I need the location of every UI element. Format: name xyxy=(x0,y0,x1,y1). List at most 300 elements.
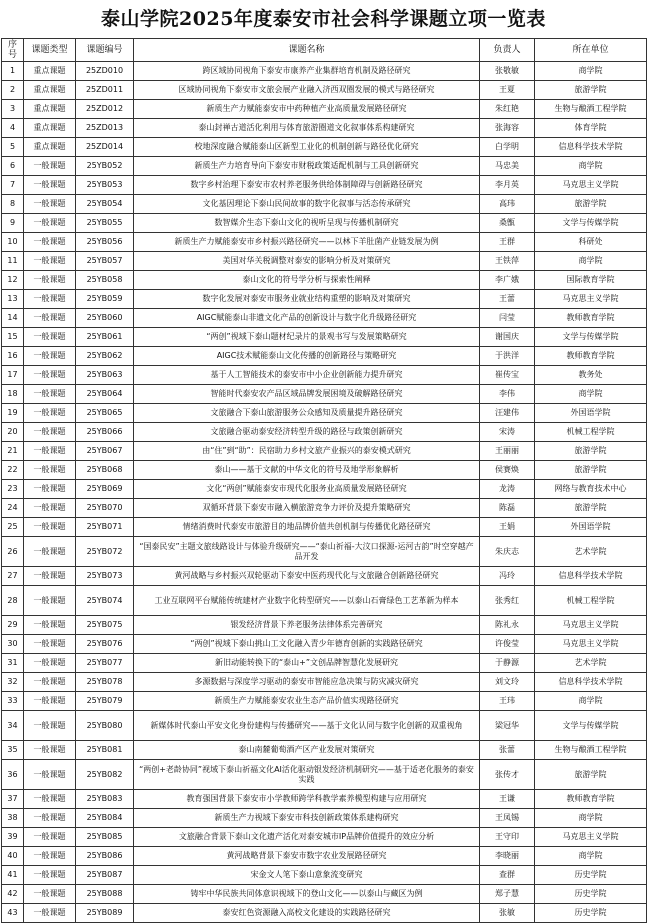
table-row xyxy=(2,423,647,442)
cell-code: 25YB056 xyxy=(76,233,134,252)
cell-code: 25YB077 xyxy=(76,654,134,673)
cell-code: 25YB082 xyxy=(76,760,134,790)
cell-unit: 商学院 xyxy=(535,809,647,828)
cell-index: 36 xyxy=(2,760,24,790)
table-row xyxy=(2,537,647,567)
cell-type: 一般课题 xyxy=(24,480,76,499)
cell-index: 32 xyxy=(2,673,24,692)
table-row xyxy=(2,404,647,423)
cell-unit: 机械工程学院 xyxy=(535,586,647,616)
table-row xyxy=(2,904,647,923)
cell-project-name: 新质生产力培育导向下泰安市财税政策适配机制与工具创新研究 xyxy=(134,157,480,176)
cell-project-name: 基于人工智能技术的泰安市中小企业创新能力提升研究 xyxy=(134,366,480,385)
cell-leader: 谢国庆 xyxy=(480,328,535,347)
cell-index: 11 xyxy=(2,252,24,271)
cell-project-name: 区域协同视角下泰安市文旅会展产业融入济西双圈发展的模式与路径研究 xyxy=(134,81,480,100)
cell-unit: 商学院 xyxy=(535,385,647,404)
table-row xyxy=(2,157,647,176)
table-row xyxy=(2,214,647,233)
cell-code: 25YB063 xyxy=(76,366,134,385)
cell-type: 一般课题 xyxy=(24,760,76,790)
table-row xyxy=(2,790,647,809)
table-row xyxy=(2,366,647,385)
cell-unit: 旅游学院 xyxy=(535,760,647,790)
cell-type: 一般课题 xyxy=(24,423,76,442)
cell-project-name: 新质生产力赋能泰安农业生态产品价值实现路径研究 xyxy=(134,692,480,711)
cell-unit: 历史学院 xyxy=(535,866,647,885)
table-row xyxy=(2,518,647,537)
cell-leader: 于静源 xyxy=(480,654,535,673)
cell-project-name: 双循环背景下泰安市融入横旅游竞争力评价及提升策略研究 xyxy=(134,499,480,518)
table-row xyxy=(2,480,647,499)
cell-type: 一般课题 xyxy=(24,328,76,347)
cell-unit: 信息科学技术学院 xyxy=(535,567,647,586)
cell-code: 25YB054 xyxy=(76,195,134,214)
cell-project-name: 新旧动能转换下的“泰山+”文创品牌智慧化发展研究 xyxy=(134,654,480,673)
cell-index: 17 xyxy=(2,366,24,385)
cell-unit: 旅游学院 xyxy=(535,442,647,461)
cell-project-name: 铸牢中华民族共同体意识视域下的登山文化——以泰山与藏区为例 xyxy=(134,885,480,904)
cell-type: 一般课题 xyxy=(24,711,76,741)
cell-code: 25YB071 xyxy=(76,518,134,537)
cell-leader: 王铁萍 xyxy=(480,252,535,271)
cell-project-name: 黄河战略与乡村振兴双轮驱动下泰安中医药现代化与文旅融合创新路径研究 xyxy=(134,567,480,586)
cell-type: 一般课题 xyxy=(24,404,76,423)
cell-index: 16 xyxy=(2,347,24,366)
cell-project-name: 数字化发展对泰安市服务业就业结构重塑的影响及对策研究 xyxy=(134,290,480,309)
cell-project-name: 新质生产力赋能泰安市乡村振兴路径研究——以林下羊肚菌产业链发展为例 xyxy=(134,233,480,252)
cell-project-name: 情绪消费时代泰安市旅游目的地品牌价值共创机制与传播优化路径研究 xyxy=(134,518,480,537)
cell-unit: 马克思主义学院 xyxy=(535,616,647,635)
header-unit: 所在单位 xyxy=(535,39,647,62)
cell-type: 一般课题 xyxy=(24,635,76,654)
cell-type: 一般课题 xyxy=(24,537,76,567)
cell-leader: 刘文玲 xyxy=(480,673,535,692)
table-row xyxy=(2,847,647,866)
cell-code: 25YB086 xyxy=(76,847,134,866)
cell-type: 一般课题 xyxy=(24,195,76,214)
cell-type: 一般课题 xyxy=(24,586,76,616)
cell-unit: 网络与教育技术中心 xyxy=(535,480,647,499)
cell-code: 25YB080 xyxy=(76,711,134,741)
table-row xyxy=(2,866,647,885)
table-row xyxy=(2,741,647,760)
cell-unit: 艺术学院 xyxy=(535,654,647,673)
cell-unit: 外国语学院 xyxy=(535,518,647,537)
cell-type: 一般课题 xyxy=(24,616,76,635)
cell-code: 25YB052 xyxy=(76,157,134,176)
cell-project-name: 泰山文化的符号学分析与探索性阐释 xyxy=(134,271,480,290)
cell-index: 30 xyxy=(2,635,24,654)
table-body xyxy=(2,62,647,923)
cell-unit: 商学院 xyxy=(535,157,647,176)
table-row xyxy=(2,328,647,347)
cell-project-name: 泰山——基于文献的中华文化的符号及地学形象解析 xyxy=(134,461,480,480)
table-row xyxy=(2,252,647,271)
cell-index: 1 xyxy=(2,62,24,81)
cell-code: 25YB061 xyxy=(76,328,134,347)
cell-type: 一般课题 xyxy=(24,176,76,195)
project-table xyxy=(1,38,647,923)
cell-project-name: 工业互联网平台赋能传统建材产业数字化转型研究——以泰山石膏绿色工艺革新为样本 xyxy=(134,586,480,616)
cell-code: 25YB087 xyxy=(76,866,134,885)
table-row xyxy=(2,100,647,119)
cell-unit: 教师教育学院 xyxy=(535,309,647,328)
cell-code: 25YB067 xyxy=(76,442,134,461)
header-leader: 负责人 xyxy=(480,39,535,62)
table-row xyxy=(2,692,647,711)
cell-type: 一般课题 xyxy=(24,790,76,809)
cell-type: 一般课题 xyxy=(24,866,76,885)
cell-index: 42 xyxy=(2,885,24,904)
cell-type: 一般课题 xyxy=(24,885,76,904)
cell-leader: 王谦 xyxy=(480,790,535,809)
cell-code: 25ZD012 xyxy=(76,100,134,119)
header-project-name: 课题名称 xyxy=(134,39,480,62)
cell-index: 14 xyxy=(2,309,24,328)
cell-index: 24 xyxy=(2,499,24,518)
cell-type: 一般课题 xyxy=(24,809,76,828)
cell-unit: 马克思主义学院 xyxy=(535,635,647,654)
cell-type: 一般课题 xyxy=(24,442,76,461)
cell-type: 一般课题 xyxy=(24,741,76,760)
cell-index: 43 xyxy=(2,904,24,923)
cell-type: 一般课题 xyxy=(24,271,76,290)
table-row xyxy=(2,616,647,635)
cell-index: 37 xyxy=(2,790,24,809)
cell-leader: 王守印 xyxy=(480,828,535,847)
cell-type: 一般课题 xyxy=(24,461,76,480)
cell-type: 一般课题 xyxy=(24,847,76,866)
cell-type: 一般课题 xyxy=(24,309,76,328)
cell-index: 15 xyxy=(2,328,24,347)
cell-code: 25YB064 xyxy=(76,385,134,404)
cell-leader: 郑子慧 xyxy=(480,885,535,904)
cell-leader: 李晓丽 xyxy=(480,847,535,866)
table-row xyxy=(2,499,647,518)
cell-index: 28 xyxy=(2,586,24,616)
header-index: 序号 xyxy=(2,39,24,62)
cell-type: 一般课题 xyxy=(24,567,76,586)
cell-leader: 张敬敏 xyxy=(480,62,535,81)
cell-index: 4 xyxy=(2,119,24,138)
cell-project-name: “两创+老龄协同”视域下泰山祈福文化AI活化驱动银发经济机制研究——基于适老化服务的泰安实践 xyxy=(134,760,480,790)
cell-type: 一般课题 xyxy=(24,518,76,537)
table-row xyxy=(2,290,647,309)
cell-type: 重点课题 xyxy=(24,62,76,81)
cell-code: 25YB058 xyxy=(76,271,134,290)
cell-leader: 王玮 xyxy=(480,692,535,711)
cell-code: 25YB084 xyxy=(76,809,134,828)
cell-code: 25ZD013 xyxy=(76,119,134,138)
cell-type: 一般课题 xyxy=(24,385,76,404)
cell-type: 一般课题 xyxy=(24,347,76,366)
cell-type: 一般课题 xyxy=(24,366,76,385)
cell-project-name: 跨区域协同视角下泰安市康养产业集群培育机制及路径研究 xyxy=(134,62,480,81)
cell-code: 25YB070 xyxy=(76,499,134,518)
cell-code: 25YB062 xyxy=(76,347,134,366)
cell-project-name: 数智媒介生态下泰山文化的视听呈现与传播机制研究 xyxy=(134,214,480,233)
cell-index: 29 xyxy=(2,616,24,635)
cell-type: 一般课题 xyxy=(24,904,76,923)
cell-index: 33 xyxy=(2,692,24,711)
header-code: 课题编号 xyxy=(76,39,134,62)
cell-project-name: AIGC赋能泰山非遗文化产品的创新设计与数字化升级路径研究 xyxy=(134,309,480,328)
cell-index: 7 xyxy=(2,176,24,195)
table-row xyxy=(2,119,647,138)
table-row xyxy=(2,347,647,366)
cell-code: 25YB083 xyxy=(76,790,134,809)
cell-unit: 教师教育学院 xyxy=(535,347,647,366)
cell-project-name: 宋金文人笔下泰山意象流变研究 xyxy=(134,866,480,885)
cell-type: 一般课题 xyxy=(24,233,76,252)
cell-index: 8 xyxy=(2,195,24,214)
cell-index: 26 xyxy=(2,537,24,567)
cell-leader: 张秀红 xyxy=(480,586,535,616)
cell-leader: 桑甑 xyxy=(480,214,535,233)
cell-code: 25YB075 xyxy=(76,616,134,635)
cell-code: 25YB074 xyxy=(76,586,134,616)
cell-leader: 张蕾 xyxy=(480,741,535,760)
cell-leader: 朱庆志 xyxy=(480,537,535,567)
cell-project-name: 智能时代泰安农产品区域品牌发展困境及破解路径研究 xyxy=(134,385,480,404)
cell-leader: 于洪洋 xyxy=(480,347,535,366)
cell-unit: 外国语学院 xyxy=(535,404,647,423)
cell-leader: 冯玲 xyxy=(480,567,535,586)
cell-leader: 王夏 xyxy=(480,81,535,100)
cell-project-name: 银发经济背景下养老服务法律体系完善研究 xyxy=(134,616,480,635)
cell-unit: 马克思主义学院 xyxy=(535,176,647,195)
cell-code: 25YB053 xyxy=(76,176,134,195)
cell-code: 25YB066 xyxy=(76,423,134,442)
table-row xyxy=(2,81,647,100)
cell-project-name: 黄河战略背景下泰安市数字农业发展路径研究 xyxy=(134,847,480,866)
table-row xyxy=(2,461,647,480)
cell-unit: 教师教育学院 xyxy=(535,790,647,809)
table-row xyxy=(2,309,647,328)
cell-project-name: 文旅融合下泰山旅游服务公众感知及质量提升路径研究 xyxy=(134,404,480,423)
cell-unit: 文学与传媒学院 xyxy=(535,214,647,233)
cell-leader: 汪建伟 xyxy=(480,404,535,423)
cell-type: 一般课题 xyxy=(24,252,76,271)
cell-leader: 闫莹 xyxy=(480,309,535,328)
cell-unit: 商学院 xyxy=(535,252,647,271)
table-row xyxy=(2,176,647,195)
cell-index: 27 xyxy=(2,567,24,586)
cell-type: 重点课题 xyxy=(24,100,76,119)
cell-unit: 科研处 xyxy=(535,233,647,252)
cell-leader: 高玮 xyxy=(480,195,535,214)
cell-leader: 查群 xyxy=(480,866,535,885)
cell-unit: 旅游学院 xyxy=(535,195,647,214)
cell-leader: 侯赛焕 xyxy=(480,461,535,480)
cell-unit: 国际教育学院 xyxy=(535,271,647,290)
cell-leader: 李广娥 xyxy=(480,271,535,290)
cell-unit: 历史学院 xyxy=(535,904,647,923)
table-row xyxy=(2,62,647,81)
table-row xyxy=(2,809,647,828)
cell-unit: 商学院 xyxy=(535,62,647,81)
cell-project-name: 泰安红色资源融入高校文化建设的实践路径研究 xyxy=(134,904,480,923)
cell-code: 25YB060 xyxy=(76,309,134,328)
cell-code: 25YB089 xyxy=(76,904,134,923)
table-row xyxy=(2,673,647,692)
cell-index: 2 xyxy=(2,81,24,100)
cell-index: 10 xyxy=(2,233,24,252)
table-row xyxy=(2,586,647,616)
cell-code: 25YB069 xyxy=(76,480,134,499)
cell-index: 9 xyxy=(2,214,24,233)
cell-leader: 崔传宝 xyxy=(480,366,535,385)
cell-leader: 王娟 xyxy=(480,518,535,537)
document-title: 泰山学院2025年度泰安市社会科学课题立项一览表 xyxy=(101,8,546,30)
cell-project-name: 新质生产力赋能泰安市中药种植产业高质量发展路径研究 xyxy=(134,100,480,119)
cell-type: 一般课题 xyxy=(24,290,76,309)
cell-project-name: 新质生产力视域下泰安市科技创新政策体系建构研究 xyxy=(134,809,480,828)
cell-code: 25YB081 xyxy=(76,741,134,760)
cell-type: 一般课题 xyxy=(24,673,76,692)
cell-unit: 体育学院 xyxy=(535,119,647,138)
table-row xyxy=(2,654,647,673)
cell-unit: 旅游学院 xyxy=(535,499,647,518)
table-row xyxy=(2,442,647,461)
cell-index: 21 xyxy=(2,442,24,461)
cell-code: 25YB068 xyxy=(76,461,134,480)
cell-project-name: 文化基因理论下泰山民间故事的数字化叙事与活态传承研究 xyxy=(134,195,480,214)
cell-leader: 许俊莹 xyxy=(480,635,535,654)
cell-leader: 王丽丽 xyxy=(480,442,535,461)
cell-index: 5 xyxy=(2,138,24,157)
cell-leader: 梁冠华 xyxy=(480,711,535,741)
cell-unit: 马克思主义学院 xyxy=(535,290,647,309)
table-row xyxy=(2,635,647,654)
cell-project-name: “两创”视域下泰山题材纪录片的景观书写与发展策略研究 xyxy=(134,328,480,347)
cell-type: 一般课题 xyxy=(24,654,76,673)
cell-unit: 商学院 xyxy=(535,692,647,711)
cell-index: 39 xyxy=(2,828,24,847)
cell-project-name: 文旅融合背景下泰山文化遗产活化对泰安城市IP品牌价值提升的效应分析 xyxy=(134,828,480,847)
cell-unit: 文学与传媒学院 xyxy=(535,711,647,741)
table-header-row xyxy=(2,39,647,62)
cell-project-name: 新媒体时代泰山平安文化身份建构与传播研究——基于文化认同与数字化创新的双重视角 xyxy=(134,711,480,741)
cell-project-name: 多源数据与深度学习驱动的泰安市智能应急决策与防灾减灾研究 xyxy=(134,673,480,692)
cell-index: 31 xyxy=(2,654,24,673)
cell-unit: 马克思主义学院 xyxy=(535,828,647,847)
cell-unit: 信息科学技术学院 xyxy=(535,138,647,157)
cell-type: 一般课题 xyxy=(24,692,76,711)
cell-index: 13 xyxy=(2,290,24,309)
table-row xyxy=(2,567,647,586)
cell-leader: 陈磊 xyxy=(480,499,535,518)
cell-code: 25YB057 xyxy=(76,252,134,271)
cell-leader: 龙涛 xyxy=(480,480,535,499)
cell-project-name: 由“住”到“助”：民宿助力乡村文旅产业振兴的泰安模式研究 xyxy=(134,442,480,461)
cell-type: 一般课题 xyxy=(24,157,76,176)
table-row xyxy=(2,828,647,847)
cell-unit: 历史学院 xyxy=(535,885,647,904)
cell-index: 41 xyxy=(2,866,24,885)
cell-leader: 白学明 xyxy=(480,138,535,157)
table-row xyxy=(2,760,647,790)
cell-leader: 李月英 xyxy=(480,176,535,195)
cell-project-name: 教育强国背景下泰安市小学教师跨学科教学素养模型构建与应用研究 xyxy=(134,790,480,809)
table-row xyxy=(2,233,647,252)
cell-leader: 张敏 xyxy=(480,904,535,923)
cell-index: 22 xyxy=(2,461,24,480)
cell-index: 25 xyxy=(2,518,24,537)
cell-project-name: 泰山南麓葡萄酒产区产业发展对策研究 xyxy=(134,741,480,760)
cell-type: 重点课题 xyxy=(24,81,76,100)
cell-index: 40 xyxy=(2,847,24,866)
cell-code: 25YB073 xyxy=(76,567,134,586)
cell-index: 19 xyxy=(2,404,24,423)
cell-index: 6 xyxy=(2,157,24,176)
cell-unit: 教务处 xyxy=(535,366,647,385)
table-row xyxy=(2,195,647,214)
cell-code: 25YB065 xyxy=(76,404,134,423)
cell-project-name: 文旅融合驱动泰安经济转型升级的路径与政策创新研究 xyxy=(134,423,480,442)
cell-leader: 王蕾 xyxy=(480,290,535,309)
cell-index: 3 xyxy=(2,100,24,119)
cell-code: 25YB055 xyxy=(76,214,134,233)
cell-leader: 李伟 xyxy=(480,385,535,404)
cell-index: 23 xyxy=(2,480,24,499)
cell-project-name: 泰山封禅古道活化利用与体育旅游圈道文化叙事体系构建研究 xyxy=(134,119,480,138)
cell-code: 25YB085 xyxy=(76,828,134,847)
cell-code: 25YB079 xyxy=(76,692,134,711)
cell-code: 25ZD014 xyxy=(76,138,134,157)
cell-unit: 艺术学院 xyxy=(535,537,647,567)
cell-leader: 王群 xyxy=(480,233,535,252)
cell-code: 25YB078 xyxy=(76,673,134,692)
cell-leader: 张海容 xyxy=(480,119,535,138)
cell-leader: 马忠美 xyxy=(480,157,535,176)
cell-code: 25ZD010 xyxy=(76,62,134,81)
table-row xyxy=(2,271,647,290)
cell-index: 12 xyxy=(2,271,24,290)
cell-index: 35 xyxy=(2,741,24,760)
cell-leader: 朱红艳 xyxy=(480,100,535,119)
cell-unit: 文学与传媒学院 xyxy=(535,328,647,347)
cell-code: 25ZD011 xyxy=(76,81,134,100)
cell-project-name: 美国对华关税调整对泰安的影响分析及对策研究 xyxy=(134,252,480,271)
cell-project-name: 文化“两创”赋能泰安市现代化服务业高质量发展路径研究 xyxy=(134,480,480,499)
cell-type: 一般课题 xyxy=(24,214,76,233)
cell-unit: 机械工程学院 xyxy=(535,423,647,442)
cell-leader: 宋涛 xyxy=(480,423,535,442)
table-row xyxy=(2,711,647,741)
cell-unit: 信息科学技术学院 xyxy=(535,673,647,692)
header-type: 课题类型 xyxy=(24,39,76,62)
cell-project-name: “两创”视域下泰山挑山工文化融入青少年德育创新的实践路径研究 xyxy=(134,635,480,654)
cell-project-name: 数字乡村治理下泰安市农村养老服务供给体制障碍与创新路径研究 xyxy=(134,176,480,195)
cell-index: 20 xyxy=(2,423,24,442)
cell-project-name: “国泰民安”主题文旅线路设计与体验升级研究——“泰山祈福-大汶口探源-运河古韵”时空穿越产品开发 xyxy=(134,537,480,567)
cell-unit: 旅游学院 xyxy=(535,81,647,100)
cell-unit: 生物与酿酒工程学院 xyxy=(535,741,647,760)
cell-index: 38 xyxy=(2,809,24,828)
cell-project-name: 校地深度融合赋能泰山区新型工业化的机制创新与路径优化研究 xyxy=(134,138,480,157)
cell-unit: 商学院 xyxy=(535,847,647,866)
cell-index: 34 xyxy=(2,711,24,741)
cell-type: 重点课题 xyxy=(24,119,76,138)
cell-unit: 旅游学院 xyxy=(535,461,647,480)
table-row xyxy=(2,138,647,157)
cell-index: 18 xyxy=(2,385,24,404)
cell-type: 重点课题 xyxy=(24,138,76,157)
cell-code: 25YB059 xyxy=(76,290,134,309)
table-row xyxy=(2,385,647,404)
